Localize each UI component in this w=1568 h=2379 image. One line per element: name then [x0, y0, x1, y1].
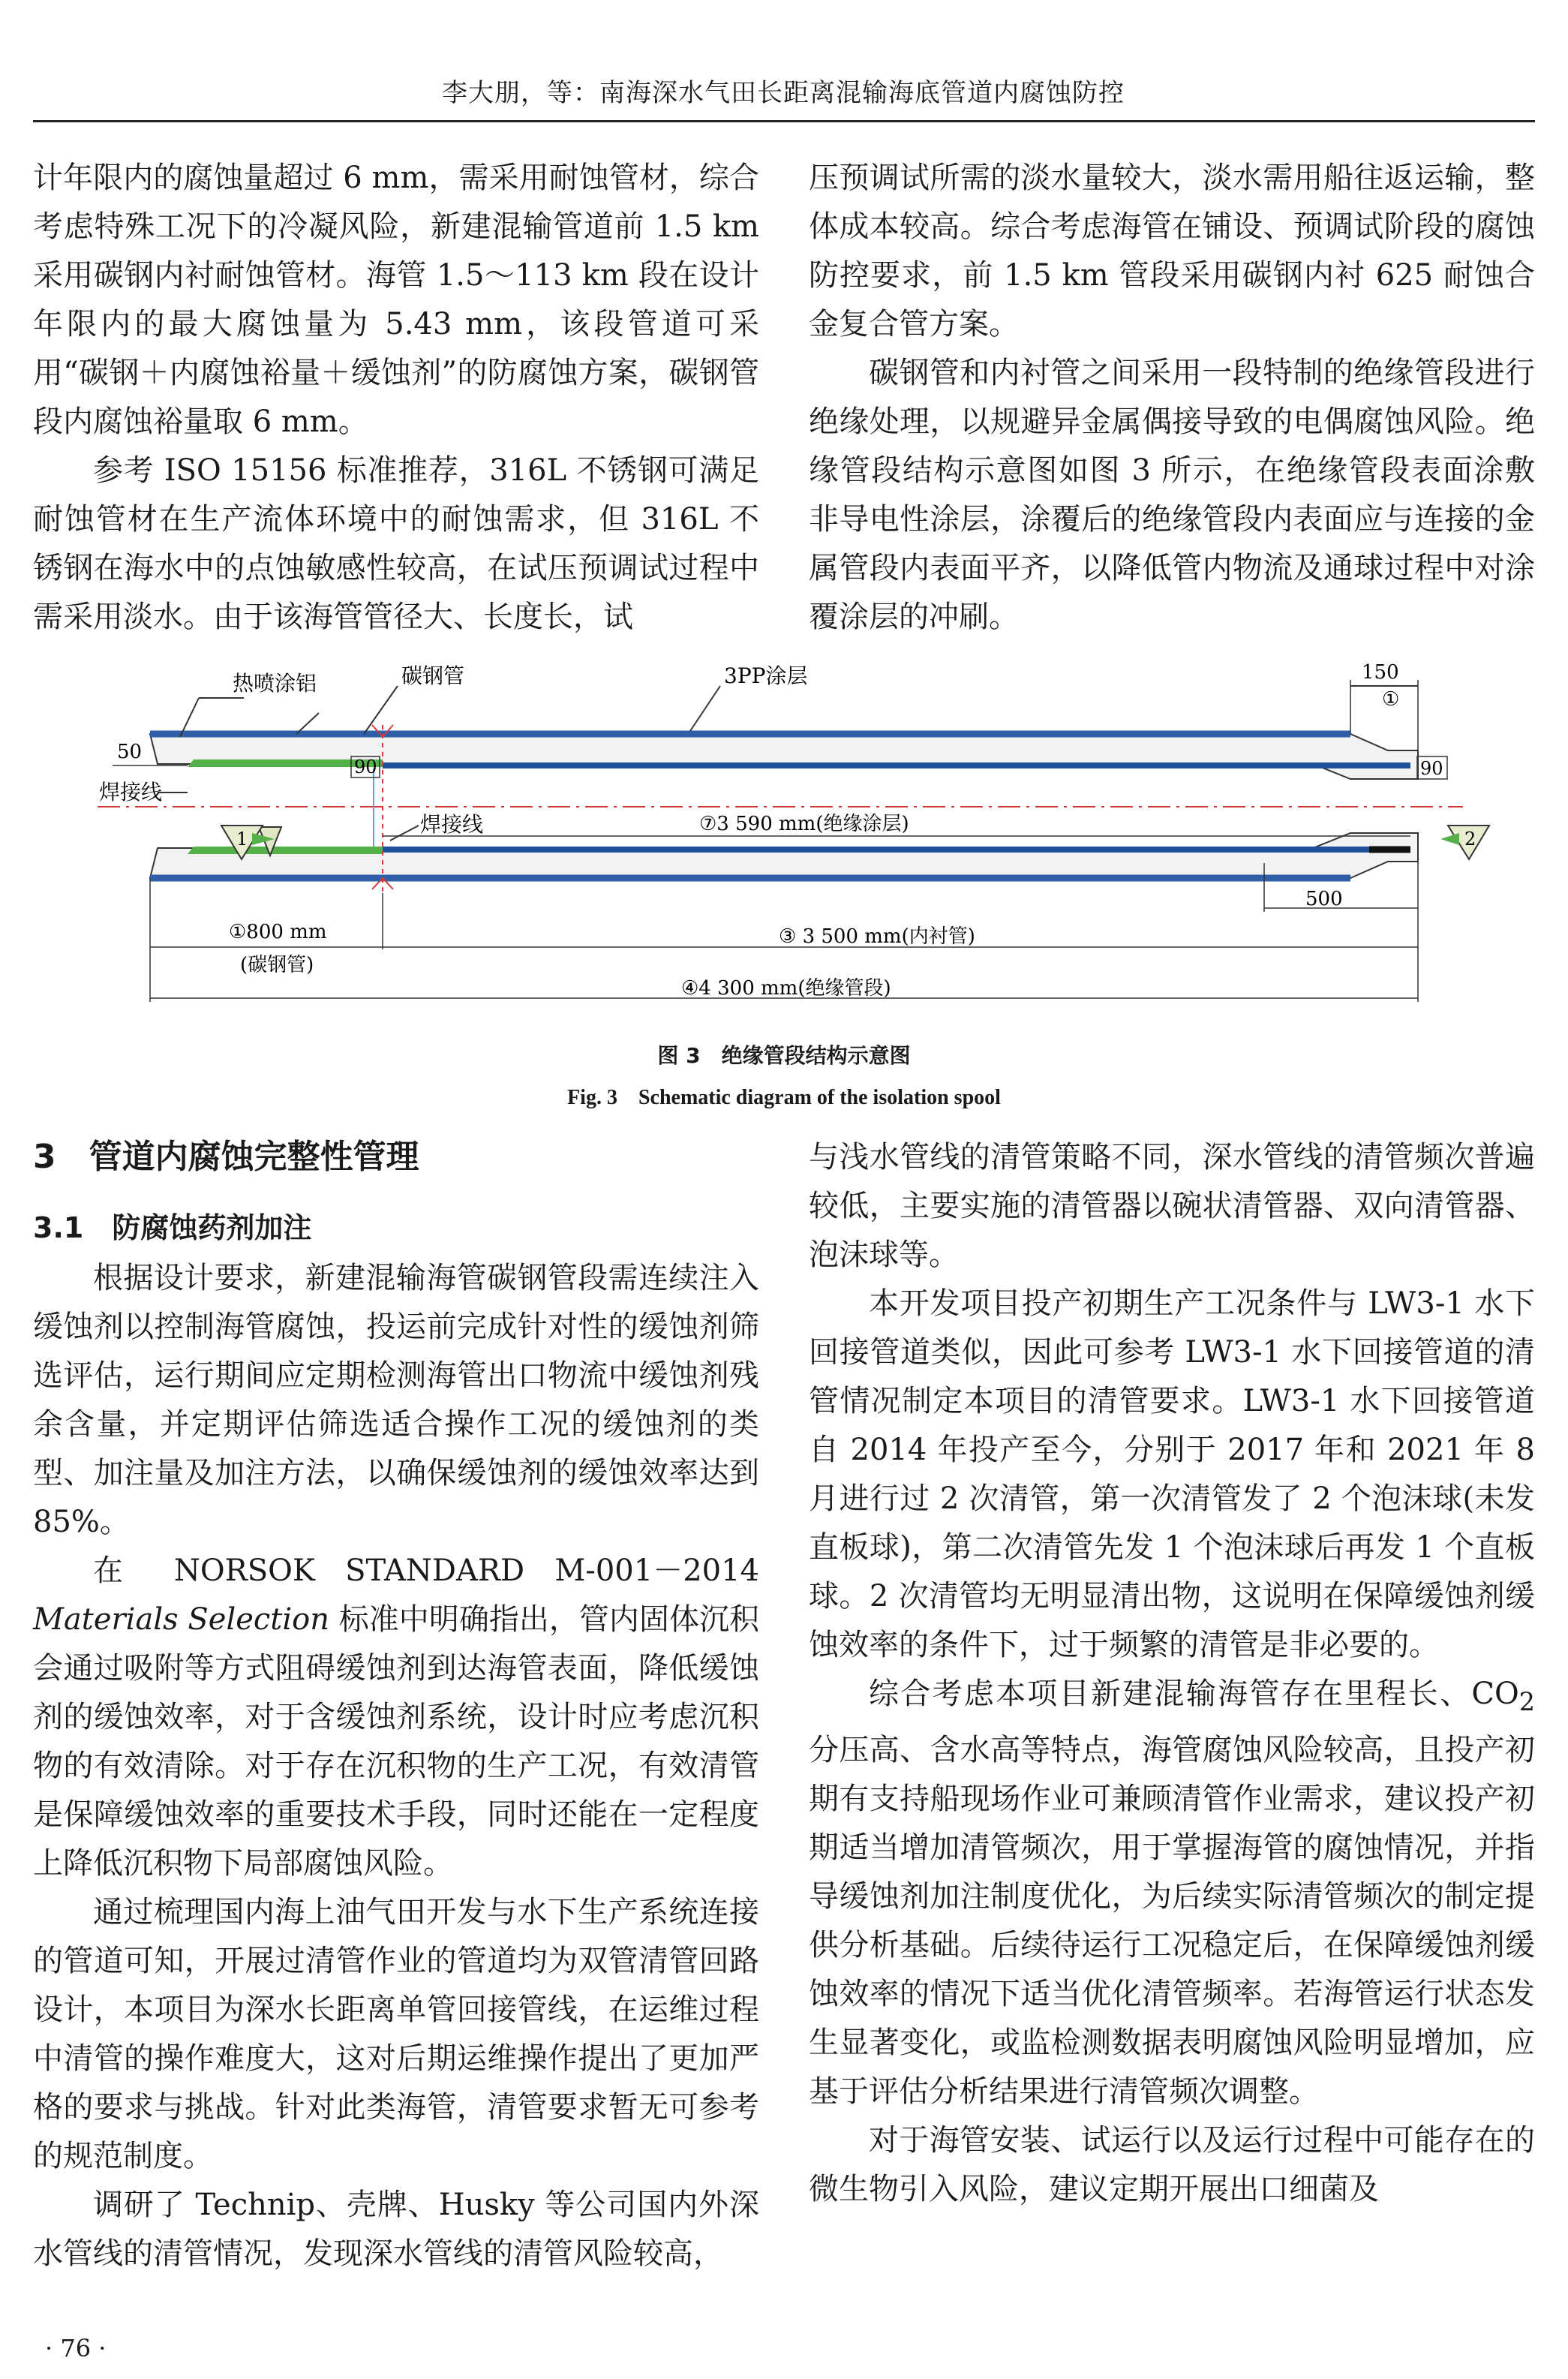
paragraph: 参考 ISO 15156 标准推荐，316L 不锈钢可满足耐蚀管材在生产流体环境中的耐蚀需求，但 316L 不锈钢在海水中的点蚀敏感性较高，在试压预调试过程中需采用淡水。由于该海管管径大、长度长，试	[33, 453, 759, 634]
dim-50: 50	[117, 741, 143, 763]
paragraph: 计年限内的腐蚀量超过 6 mm，需采用耐蚀管材，综合考虑特殊工况下的冷凝风险，新建混输管道前 1.5 km 采用碳钢内衬耐蚀管材。海管 1.5～113 km 段在设计年限内的最大腐蚀量为 5.43 mm，该段管道可采用“碳钢＋内腐蚀裕量＋缓蚀剂”的防腐蚀方案，碳钢管段内腐蚀裕量取 6 mm。	[33, 161, 759, 439]
thermal-spray-aluminum-bottom	[188, 847, 383, 854]
dim-800-sub: (碳钢管)	[240, 954, 314, 976]
figure-3-isolation-spool	[68, 653, 1508, 1028]
bottom-right-column	[809, 1133, 1535, 2214]
label-thermal-spray-aluminum: 热喷涂铝	[233, 671, 317, 696]
subsection-heading: 3.1 防腐蚀药剂加注	[33, 1211, 312, 1244]
marker-1-label: 1	[236, 829, 248, 850]
figure-caption-en: Fig. 3 Schematic diagram of the isolation spool	[567, 1086, 1001, 1109]
marker-2	[1440, 826, 1489, 859]
dim-3590: ⑦3 590 mm(绝缘涂层)	[699, 813, 909, 835]
running-header: 李大朋，等：南海深水气田长距离混输海底管道内腐蚀防控	[442, 78, 1125, 108]
dim-90-left: 90	[354, 756, 377, 777]
label-weld-line-left: 焊接线	[99, 780, 163, 805]
paragraph: 本开发项目投产初期生产工况条件与 LW3-1 水下回接管道类似，因此可参考 LW3-1 水下回接管道的清管情况制定本项目的清管要求。LW3-1 水下回接管道自 2014 年投产至今，分别于 2017 年和 2021 年 8 月进行过 2 次清管，第一次清管发了 2 个泡沫球(未发直板球)，第二次清管先发 1 个泡沫球后再发 1 个直板球。2 次清管均无明显清出物，这说明在保障缓蚀剂缓蚀效率的条件下，过于频繁的清管是非必要的。	[809, 1286, 1535, 1662]
paragraph: 综合考虑本项目新建混输海管存在里程长、$CO_2$ 分压高、含水高等特点，海管腐蚀风险较高，且投产初期有支持船现场作业可兼顾清管作业需求，建议投产初期适当增加清管频次，用于掌握海管的腐蚀情况，并指导缓蚀剂加注制度优化，为后续实际清管频次的制定提供分析基础。后续待运行工况稳定后，在保障缓蚀剂缓蚀效率的情况下适当优化清管频率。若海管运行状态发生显著变化，或监检测数据表明腐蚀风险明显增加，应基于评估分析结果进行清管频次调整。	[809, 1677, 1535, 2109]
marker-2-label: 2	[1464, 829, 1476, 850]
paragraph: 与浅水管线的清管策略不同，深水管线的清管频次普遍较低，主要实施的清管器以碗状清管器、双向清管器、泡沫球等。	[809, 1140, 1535, 1272]
page-number: · 76 ·	[45, 2334, 107, 2362]
dim-3500: ③ 3 500 mm(内衬管)	[779, 925, 975, 948]
dim-150: 150	[1362, 661, 1399, 684]
dim-150-mark: ①	[1382, 688, 1400, 711]
thermal-spray-aluminum-top	[188, 759, 383, 767]
dim-90-right: 90	[1420, 758, 1443, 779]
paragraph: 碳钢管和内衬管之间采用一段特制的绝缘管段进行绝缘处理，以规避异金属偶接导致的电偶腐蚀风险。绝缘管段结构示意图如图 3 所示，在绝缘管段表面涂敷非导电性涂层，涂覆后的绝缘管段内表面应与连接的金属管段内表面平齐，以降低管内物流及通球过程中对涂覆涂层的冲刷。	[809, 356, 1535, 634]
bottom-left-column	[33, 1133, 759, 2278]
paragraph: 对于海管安装、试运行以及运行过程中可能存在的微生物引入风险，建议定期开展出口细菌及	[809, 2123, 1535, 2206]
dim-500: 500	[1305, 888, 1343, 910]
paragraph: 通过梳理国内海上油气田开发与水下生产系统连接的管道可知，开展过清管作业的管道均为双管清管回路设计，本项目为深水长距离单管回接管线，在运维过程中清管的操作难度大，这对后期运维操作提出了更加严格的要求与挑战。针对此类海管，清管要求暂无可参考的规范制度。	[33, 1895, 759, 2173]
label-3pp-coating: 3PP涂层	[724, 663, 808, 688]
paragraph: 在 NORSOK STANDARD M-001－2014 Materials Selection 标准中明确指出，管内固体沉积会通过吸附等方式阻碍缓蚀剂到达海管表面，降低缓蚀剂的缓蚀效率，对于含缓蚀剂系统，设计时应考虑沉积物的有效清除。对于存在沉积物的生产工况，有效清管是保障缓蚀效率的重要技术手段，同时还能在一定程度上降低沉积物下局部腐蚀风险。	[33, 1553, 760, 1881]
label-weld-line-inner: 焊接线	[420, 812, 484, 837]
top-right-column	[809, 154, 1535, 642]
pipe-body	[98, 725, 1463, 893]
top-left-column	[33, 154, 759, 642]
section-heading: 3 管道内腐蚀完整性管理	[33, 1138, 419, 1176]
dim-4300: ④4 300 mm(绝缘管段)	[681, 977, 891, 1000]
header-rule	[33, 120, 1535, 122]
paragraph: 根据设计要求，新建混输海管碳钢管段需连续注入缓蚀剂以控制海管腐蚀，投运前完成针对性的缓蚀剂筛选评估，运行期间应定期检测海管出口物流中缓蚀剂残余含量，并定期评估筛选适合操作工况的缓蚀剂的类型、加注量及加注方法，以确保缓蚀剂的缓蚀效率达到 85%。	[33, 1261, 759, 1539]
paragraph: 压预调试所需的淡水量较大，淡水需用船往返运输，整体成本较高。综合考虑海管在铺设、预调试阶段的腐蚀防控要求，前 1.5 km 管段采用碳钢内衬 625 耐蚀合金复合管方案。	[809, 161, 1535, 341]
paragraph: 调研了 Technip、壳牌、Husky 等公司国内外深水管线的清管情况，发现深水管线的清管风险较高，	[33, 2188, 759, 2271]
label-carbon-steel: 碳钢管	[401, 663, 465, 688]
dim-800: ①800 mm	[229, 921, 327, 943]
figure-caption-cn: 图 3 绝缘管段结构示意图	[657, 1043, 911, 1068]
